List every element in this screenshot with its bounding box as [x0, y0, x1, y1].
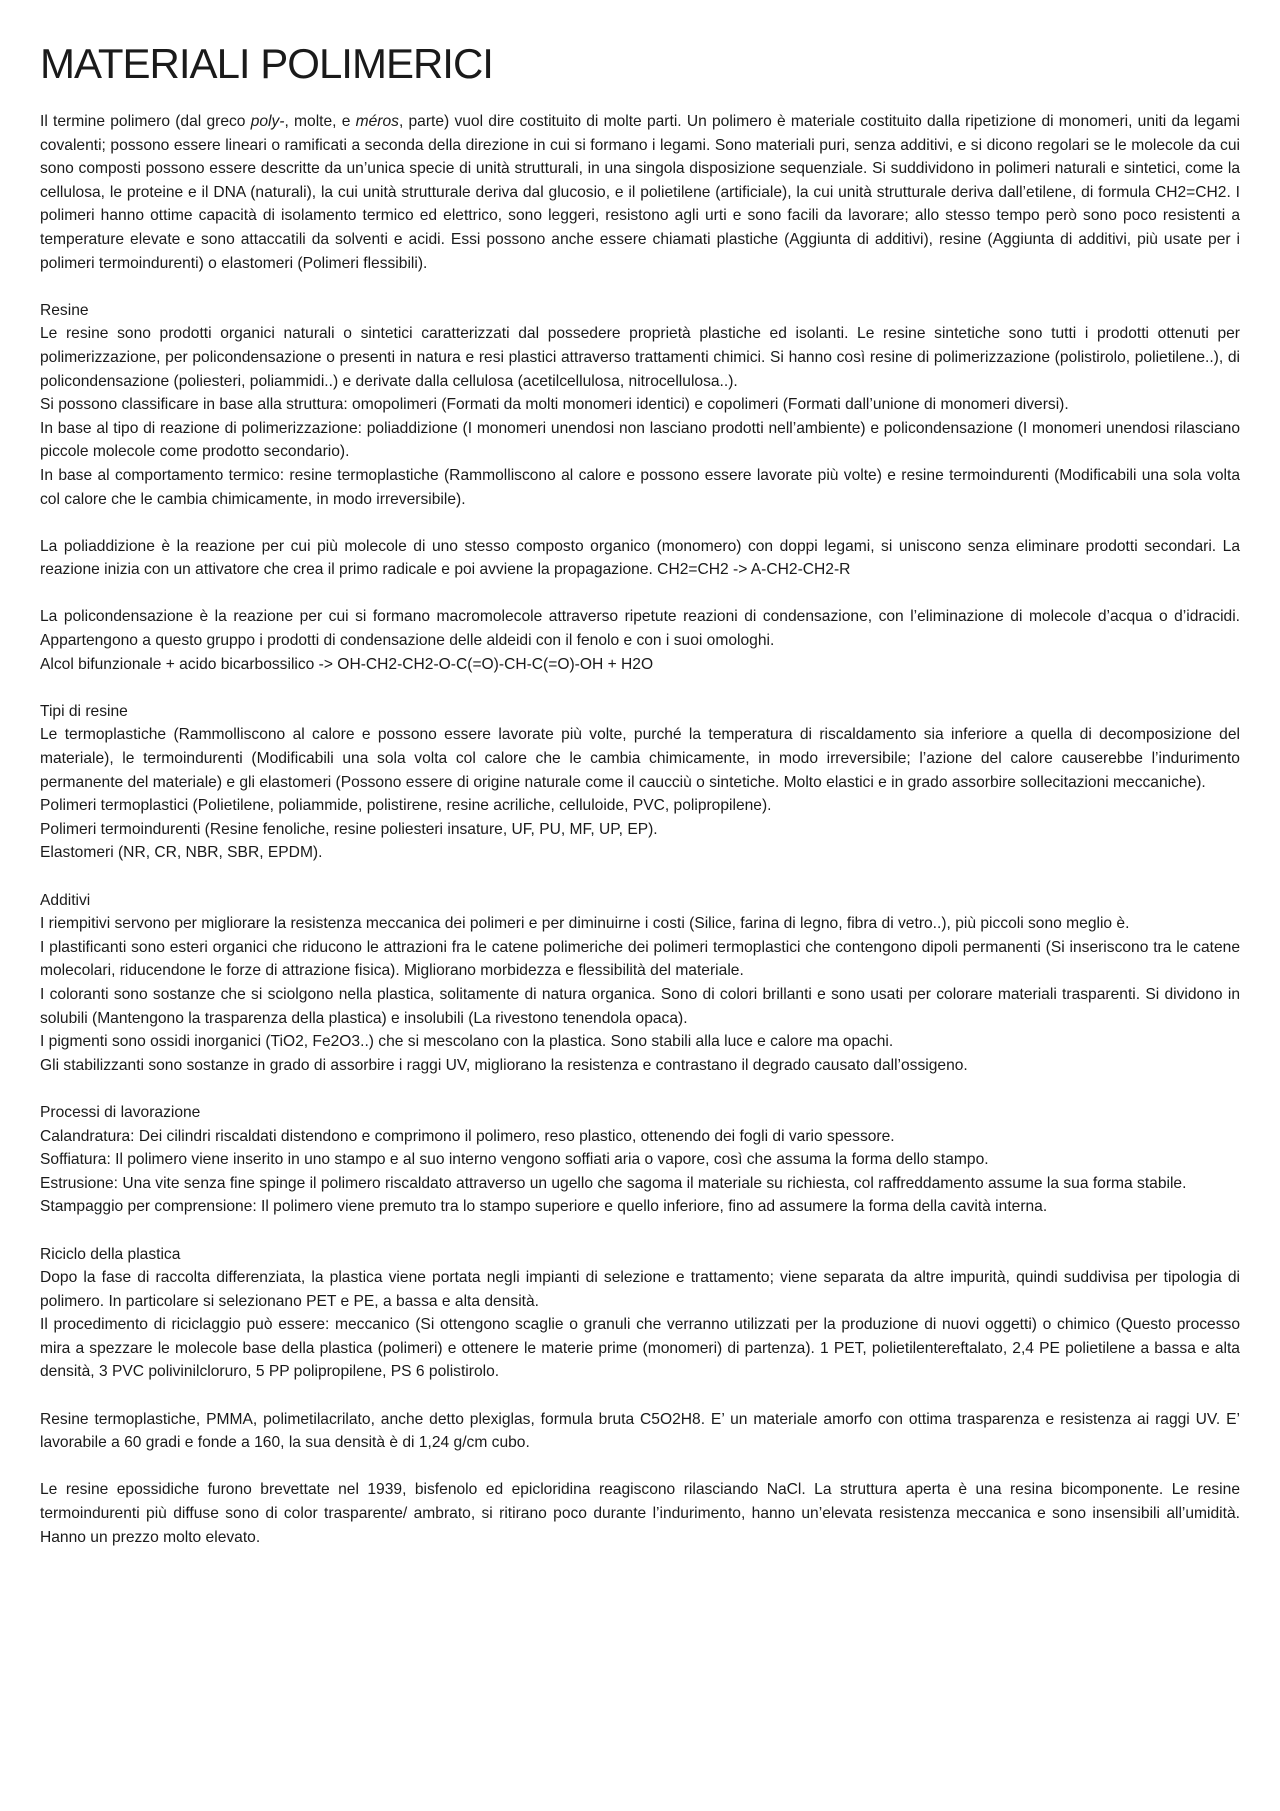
additivi-body: I riempitivi servono per migliorare la resistenza meccanica dei polimeri e per diminuirne i costi (Silice, farina di legno, fibra di vetro..), più piccoli sono meglio è. I plastificanti sono esteri organici che riducono le attrazioni fra le catene polimeriche dei polimeri termoplastici che contengono dipoli permanenti (Si inseriscono tra le catene molecolari, riducendone le forze di attrazione fisica). Migliorano morbidezza e flessibilità del materiale. I coloranti sono sostanze che si sciolgono nella plastica, solitamente di natura organica. Sono di colori brillanti e sono usati per colorare materiali trasparenti. Si dividono in solubili (Mantengono la trasparenza della plastica) e insolubili (La rivestono tenendola opaca). I pigmenti sono ossidi inorganici (TiO2, Fe2O3..) che si mescolano con la plastica. Sono stabili alla luce e calore ma opachi. Gli stabilizzanti sono sostanze in grado di assorbire i raggi UV, migliorano la resistenza e contrastano il degrado causato dall’ossigeno. [40, 915, 1240, 1074]
poliaddizione-body: La poliaddizione è la reazione per cui più molecole di uno stesso composto organico (monomero) con doppi legami, si uniscono senza eliminare prodotti secondari. La reazione inizia con un attivatore che crea il primo radicale e poi avviene la propagazione. CH2=CH2 -> A-CH2-CH2-R [40, 537, 1240, 579]
page-title: MATERIALI POLIMERICI [40, 40, 493, 87]
epossidiche-section [40, 1478, 1240, 1549]
policondensazione-body: La policondensazione è la reazione per cui si formano macromolecole attraverso ripetute reazioni di condensazione, con l’eliminazione di molecole d’acqua o d’idracidi. Appartengono a questo gruppo i prodotti di condensazione delle aldeidi con il fenolo e con i suoi omologhi. Alcol bifunzionale + acido bicarbossilico -> OH-CH2-CH2-O-C(=O)-CH-C(=O)-OH + H2O [40, 608, 1240, 673]
intro-term-poly: poly- [250, 113, 285, 130]
intro-text-b: , molte, e [284, 113, 356, 130]
intro-term-meros: méros [355, 113, 399, 130]
riciclo-heading: Riciclo della plastica [40, 1245, 181, 1263]
additivi-section [40, 889, 1240, 1078]
processi-section [40, 1101, 1240, 1219]
tipi-resine-body: Le termoplastiche (Rammolliscono al calore e possono essere lavorate più volte, purché la temperatura di riscaldamento sia inferiore a quella di decomposizione del materiale), le termoindurenti (Modificabili una sola volta col calore che le cambia chimicamente, in modo irreversibile; l’azione del calore causerebbe l’indurimento permanente del materiale) e gli elastomeri (Possono essere di origine naturale come il caucciù o sintetiche. Molto elastici e in grado assorbire sollecitazioni meccaniche). Polimeri termoplastici (Polietilene, poliammide, polistirene, resine acriliche, celluloide, PVC, polipropilene). Polimeri termoindurenti (Resine fenoliche, resine poliesteri insature, UF, PU, MF, UP, EP). Elastomeri (NR, CR, NBR, SBR, EPDM). [40, 726, 1240, 862]
resine-body: Le resine sono prodotti organici naturali o sintetici caratterizzati dal possedere proprietà plastiche ed isolanti. Le resine sintetiche sono tutti i prodotti ottenuti per polimerizzazione, per policondensazione o presenti in natura e resi plastici attraverso trattamenti chimici. Si hanno così resine di polimerizzazione (polistirolo, polietilene..), di policondensazione (poliesteri, poliammidi..) e derivate dalla cellulosa (acetilcellulosa, nitrocellulosa..). Si possono classificare in base alla struttura: omopolimeri (Formati da molti monomeri identici) e copolimeri (Formati dall’unione di monomeri diversi). In base al tipo di reazione di polimerizzazione: poliaddizione (I monomeri unendosi non lasciano prodotti nell’ambiente) e policondensazione (I monomeri unendosi rilasciano piccole molecole come prodotto secondario). In base al comportamento termico: resine termoplastiche (Rammolliscono al calore e possono essere lavorate più volte) e resine termoindurenti (Modificabili una sola volta col calore che le cambia chimicamente, in modo irreversibile). [40, 325, 1240, 508]
processi-body: Calandratura: Dei cilindri riscaldati distendono e comprimono il polimero, reso plastico, ottenendo dei fogli di vario spessore. Soffiatura: Il polimero viene inserito in uno stampo e al suo interno vengono soffiati aria o vapore, così che assuma la forma dello stampo. Estrusione: Una vite senza fine spinge il polimero riscaldato attraverso un ugello che sagoma il materiale su richiesta, col raffreddamento assume la sua forma stabile. Stampaggio per comprensione: Il polimero viene premuto tra lo stampo superiore e quello inferiore, fino ad assumere la forma della cavità interna. [40, 1127, 1187, 1216]
intro-text-a: Il termine polimero (dal greco [40, 113, 251, 130]
epossidiche-body: Le resine epossidiche furono brevettate nel 1939, bisfenolo ed epicloridina reagiscono rilasciando NaCl. La struttura aperta è una resina bicomponente. Le resine termoindurenti più diffuse sono di color trasparente/ ambrato, si ritirano poco durante l’indurimento, hanno un’elevata resistenza meccanica e sono insensibili all’umidità. Hanno un prezzo molto elevato. [40, 1481, 1240, 1546]
pmma-body: Resine termoplastiche, PMMA, polimetilacrilato, anche detto plexiglas, formula bruta C5O2H8. E’ un materiale amorfo con ottima trasparenza e resistenza ai raggi UV. E’ lavorabile a 60 gradi e fonde a 160, la sua densità è di 1,24 g/cm cubo. [40, 1410, 1240, 1452]
policondensazione-section [40, 605, 1240, 676]
pmma-section [40, 1408, 1240, 1455]
resine-section [40, 299, 1240, 511]
intro-section [40, 110, 1240, 275]
poliaddizione-section [40, 535, 1240, 582]
intro-text-c: , parte) vuol dire costituito di molte parti. Un polimero è materiale costituito dalla ripetizione di monomeri, uniti da legami covalenti; possono essere lineari o ramificati a seconda della direzione in cui si formano i legami. Sono materiali puri, senza additivi, e si dicono regolari se le molecole da cui sono composti possono essere descritte da un’unica specie di unità strutturali, in una singola disposizione sequenziale. Si suddividono in polimeri naturali e sintetici, come la cellulosa, le proteine e il DNA (naturali), la cui unità strutturale deriva dal glucosio, e il polietilene (artificiale), la cui unità strutturale deriva dall’etilene, di formula CH2=CH2. I polimeri hanno ottime capacità di isolamento termico ed elettrico, sono leggeri, resistono agli urti e sono facili da lavorare; allo stesso tempo però sono poco resistenti a temperature elevate e sono attaccatili da solventi e acidi. Essi possono anche essere chiamati plastiche (Aggiunta di additivi), resine (Aggiunta di additivi, più usate per i polimeri termoindurenti) o elastomeri (Polimeri flessibili). [40, 113, 1240, 272]
riciclo-body: Dopo la fase di raccolta differenziata, la plastica viene portata negli impianti di selezione e trattamento; viene separata da altre impurità, quindi suddivisa per tipologia di polimero. In particolare si selezionano PET e PE, a bassa e alta densità. Il procedimento di riciclaggio può essere: meccanico (Si ottengono scaglie o granuli che verranno utilizzati per la produzione di nuovi oggetti) o chimico (Questo processo mira a spezzare le molecole base della plastica (polimeri) e ottenere le materie prime (monomeri) di partenza). 1 PET, polietilentereftalato, 2,4 PE polietilene a bassa e alta densità, 3 PVC polivinilcloruro, 5 PP polipropilene, PS 6 polistirolo. [40, 1269, 1240, 1381]
tipi-resine-section [40, 700, 1240, 865]
additivi-heading: Additivi [40, 891, 91, 909]
resine-heading: Resine [40, 301, 89, 319]
intro-paragraph [40, 110, 1240, 275]
tipi-resine-heading: Tipi di resine [40, 702, 128, 720]
processi-heading: Processi di lavorazione [40, 1103, 201, 1121]
riciclo-section [40, 1243, 1240, 1385]
